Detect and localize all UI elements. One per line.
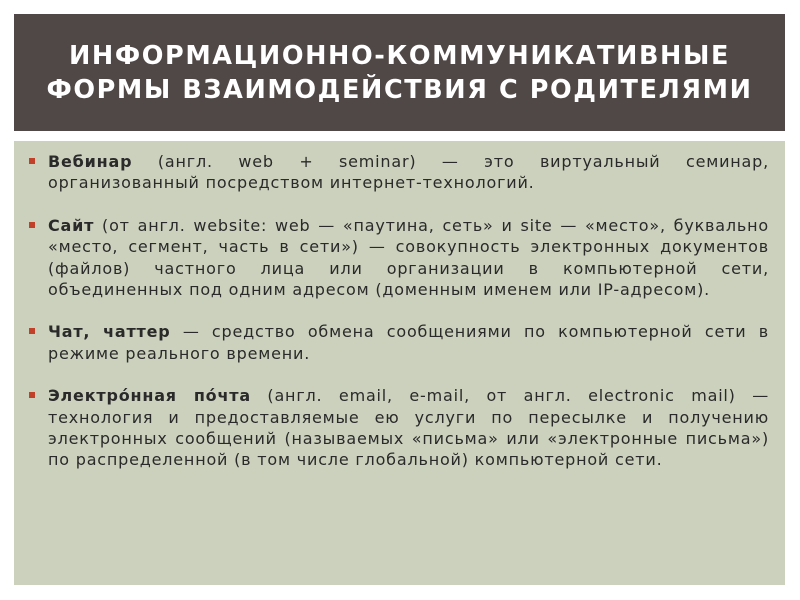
slide-content [14,141,785,585]
list-item-webinar [48,151,769,194]
item-definition: — средство обмена сообщениями по компьютерной сети в режиме реального времени. [48,322,769,363]
item-text [48,215,769,301]
square-bullet-icon [29,328,35,334]
square-bullet-icon [29,392,35,398]
square-bullet-icon [29,222,35,228]
item-text [48,385,769,471]
slide-title-line-1: ИНФОРМАЦИОННО-КОММУНИКАТИВНЫЕ [68,40,730,71]
item-term: Сайт [48,215,95,235]
item-definition: (англ. web + seminar) — это виртуальный семинар, организованный посредством интернет-технологий. [48,152,769,193]
square-bullet-icon [29,158,35,164]
item-text [48,151,769,194]
item-term: Вебинар [48,152,133,171]
item-definition: (от англ. website: web — «паутина, сеть» и site — «место», буквально «место, сегмент, часть в сети») — совокупность электронных документов (файлов) частного лица или организации в компьютерной сети, объединенных под одним адресом (доменным именем или IP-адресом). [48,215,769,300]
item-text [48,321,769,364]
list-item-email [48,385,769,471]
item-term: Электро́нная по́чта [48,386,251,406]
item-definition: (англ. email, e-mail, от англ. electronic mail) — технология и предоставляемые ею услуги по пересылке и получению электронных сообщений (называемых «письма» или «электронные письма») по распределенной (в том числе глобальной) компьютерной сети. [48,386,770,470]
list-item-site [48,215,769,301]
item-term: Чат, чаттер [48,322,171,342]
slide-title-line-2: ФОРМЫ ВЗАИМОДЕЙСТВИЯ С РОДИТЕЛЯМИ [46,74,753,105]
slide-title-bar [14,14,785,131]
list-item-chat [48,321,769,364]
